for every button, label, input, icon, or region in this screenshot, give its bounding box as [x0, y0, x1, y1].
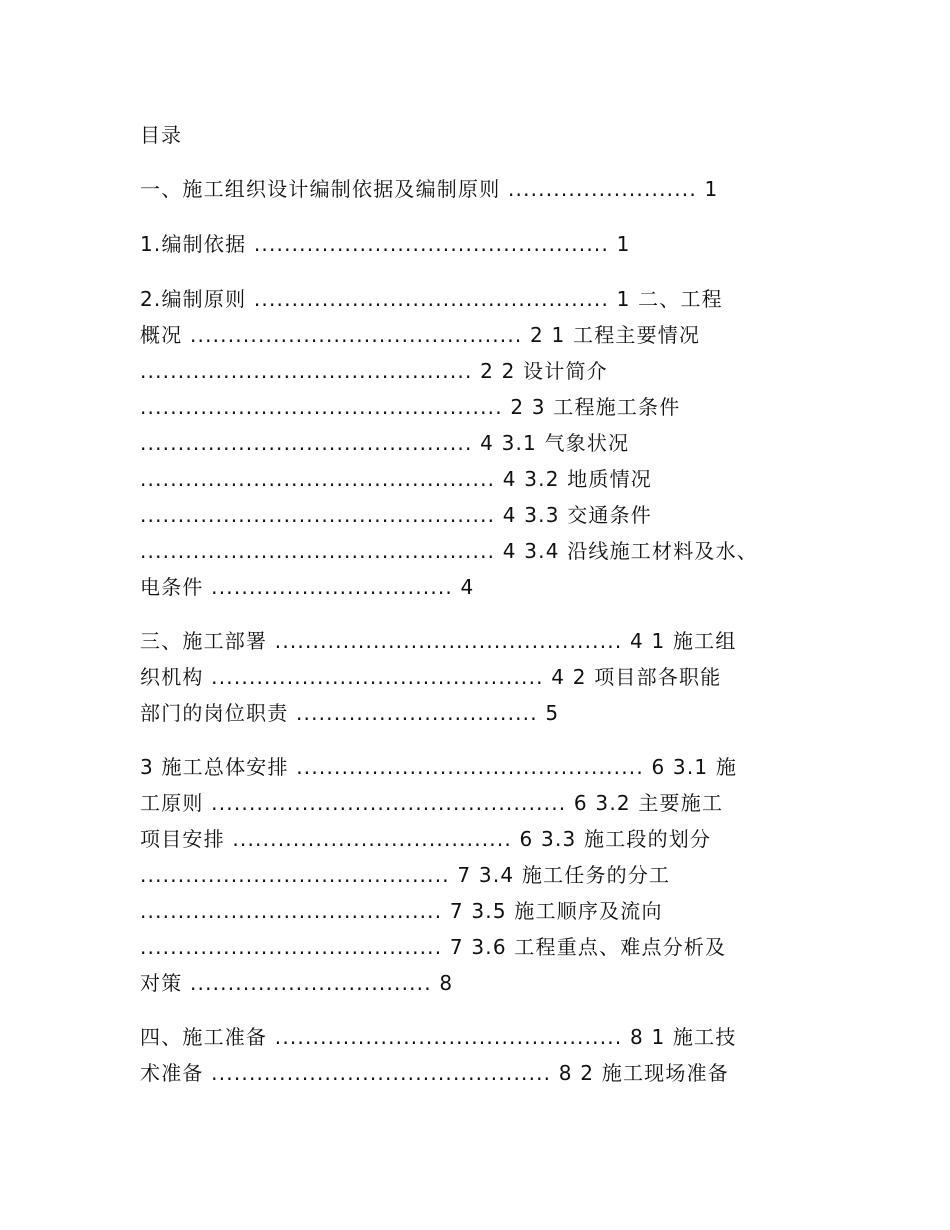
toc-entry: ............................................... 4 3.2 地质情况	[140, 467, 653, 491]
toc-entry: ........................................ 7 3.5 施工顺序及流向	[140, 899, 663, 923]
toc-entry: ............................................... 4 3.3 交通条件	[140, 503, 653, 527]
toc-entry: 3 施工总体安排 .............................................. 6 3.1 施	[140, 755, 738, 779]
toc-entry: 概况 ............................................ 2 1 工程主要情况	[140, 323, 701, 347]
toc-entry: 项目安排 ..................................... 6 3.3 施工段的划分	[140, 827, 712, 851]
toc-entry: 部门的岗位职责 ................................ 5	[140, 701, 560, 725]
toc-entry: ............................................ 4 3.1 气象状况	[140, 431, 630, 455]
toc-entry: 四、施工准备 .............................................. 8 1 施工技	[140, 1025, 737, 1049]
toc-entry: 对策 ................................ 8	[140, 971, 454, 995]
toc-entry: ............................................... 4 3.4 沿线施工材料及水、	[140, 539, 759, 563]
toc-entry: 织机构 ............................................ 4 2 项目部各职能	[140, 665, 722, 689]
toc-entry: 工原则 ............................................... 6 3.2 主要施工	[140, 791, 724, 815]
toc-entry: ................................................ 2 3 工程施工条件	[140, 395, 681, 419]
toc-entry: 一、施工组织设计编制依据及编制原则 ......................... 1	[140, 177, 719, 201]
toc-entry: 三、施工部署 .............................................. 4 1 施工组	[140, 629, 737, 653]
toc-entry: ......................................... 7 3.4 施工任务的分工	[140, 863, 671, 887]
toc-entry: 电条件 ................................ 4	[140, 575, 475, 599]
toc-entry: ............................................ 2 2 设计简介	[140, 359, 608, 383]
toc-entry: 1.编制依据 ............................................... 1	[140, 232, 631, 256]
toc-entry: ........................................ 7 3.6 工程重点、难点分析及	[140, 935, 727, 959]
toc-entry: 2.编制原则 ............................................... 1 二、工程	[140, 287, 723, 311]
toc-entry: 术准备 ............................................. 8 2 施工现场准备	[140, 1061, 729, 1085]
toc-title: 目录	[140, 123, 182, 147]
